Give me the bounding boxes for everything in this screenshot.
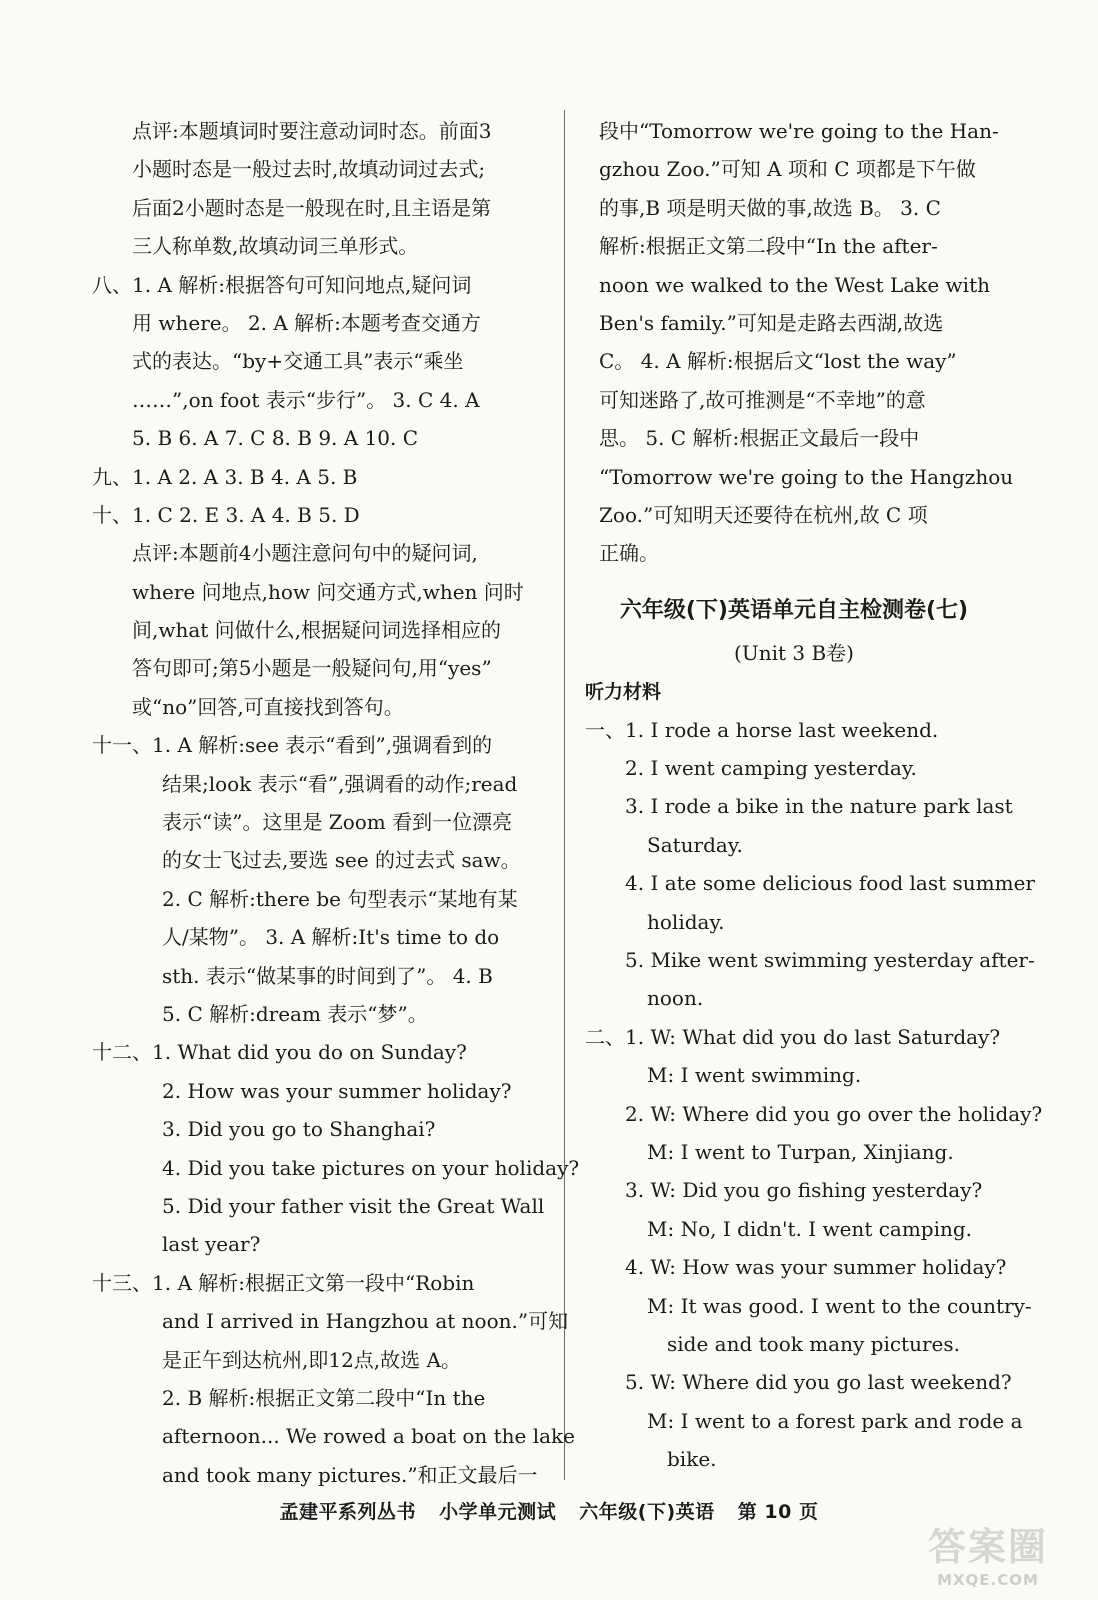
text-line: 间,what 问做什么,根据疑问词选择相应的: [132, 618, 502, 643]
listening-script: [585, 711, 1043, 1479]
text-line: Ben's family.”可知是走路去西湖,故选: [599, 310, 944, 335]
text-line: 八、1. A 解析:根据答句可知问地点,疑问词: [92, 272, 472, 297]
text-line: and took many pictures.”和正文最后一: [162, 1462, 538, 1487]
footer-grade: 六年级(下)英语: [579, 1501, 715, 1523]
text-line: M: I went to a forest park and rode a: [647, 1408, 1023, 1433]
text-line: 人/某物”。 3. A 解析:It's time to do: [162, 925, 500, 950]
text-line: 3. Did you go to Shanghai?: [162, 1117, 436, 1142]
text-line: 5. B 6. A 7. C 8. B 9. A 10. C: [132, 426, 419, 451]
text-line: 2. I went camping yesterday.: [625, 756, 917, 781]
text-line: 正确。: [599, 541, 659, 566]
text-line: 的女士飞过去,要选 see 的过去式 saw。: [162, 848, 521, 873]
text-line: 十一、1. A 解析:see 表示“看到”,强调看到的: [92, 733, 493, 758]
text-line: 是正午到达杭州,即12点,故选 A。: [162, 1347, 461, 1372]
watermark-url: MXQE.COM: [937, 1571, 1039, 1589]
text-line: 4. W: How was your summer holiday?: [625, 1255, 1007, 1280]
text-line: ……”,on foot 表示“步行”。 3. C 4. A: [132, 387, 480, 412]
text-line: 后面2小题时态是一般现在时,且主语是第: [132, 195, 492, 220]
text-line: 或“no”回答,可直接找到答句。: [132, 694, 404, 719]
text-line: noon we walked to the West Lake with: [599, 272, 990, 297]
section-title: 六年级(下)英语单元自主检测卷(七): [619, 597, 969, 623]
text-line: 二、1. W: What did you do last Saturday?: [585, 1024, 1001, 1049]
text-line: sth. 表示“做某事的时间到了”。 4. B: [162, 963, 493, 988]
text-line: 解析:根据正文第二段中“In the after-: [599, 234, 938, 259]
text-line: 段中“Tomorrow we're going to the Han-: [599, 119, 999, 143]
text-line: 三人称单数,故填动词三单形式。: [132, 234, 419, 259]
text-line: 4. Did you take pictures on your holiday?: [162, 1155, 580, 1180]
left-column: [92, 112, 580, 1494]
text-line: 4. I ate some delicious food last summer: [625, 871, 1035, 896]
section-subtitle: (Unit 3 B卷): [734, 640, 854, 665]
text-line: 十三、1. A 解析:根据正文第一段中“Robin: [92, 1270, 475, 1295]
footer-book: 小学单元测试: [439, 1501, 557, 1523]
text-line: Zoo.”可知明天还要待在杭州,故 C 项: [599, 502, 928, 527]
text-line: 可知迷路了,故可推测是“不幸地”的意: [599, 387, 926, 412]
column-divider: [564, 110, 565, 1480]
text-line: M: I went swimming.: [647, 1063, 862, 1088]
listening-label: 听力材料: [585, 680, 662, 703]
text-line: 十、1. C 2. E 3. A 4. B 5. D: [92, 502, 360, 527]
right-column: [585, 112, 1043, 1479]
text-line: side and took many pictures.: [667, 1331, 960, 1356]
watermark-glyphs: 答案圈: [927, 1525, 1048, 1569]
text-line: 思。 5. C 解析:根据正文最后一段中: [599, 426, 920, 451]
text-line: 一、1. I rode a horse last weekend.: [585, 717, 939, 742]
text-line: holiday.: [647, 909, 725, 934]
text-line: and I arrived in Hangzhou at noon.”可知: [162, 1309, 569, 1334]
text-line: 九、1. A 2. A 3. B 4. A 5. B: [92, 464, 358, 489]
right-answers: [585, 112, 1014, 573]
text-line: last year?: [162, 1232, 261, 1257]
footer-page-number: 第 10 页: [737, 1501, 819, 1523]
text-line: 的事,B 项是明天做的事,故选 B。 3. C: [599, 195, 941, 220]
text-line: 点评:本题填词时要注意动词时态。前面3: [132, 119, 492, 143]
text-line: 2. C 解析:there be 句型表示“某地有某: [162, 886, 518, 911]
text-line: 5. W: Where did you go last weekend?: [625, 1370, 1012, 1395]
text-line: 结果;look 表示“看”,强调看的动作;read: [162, 771, 518, 796]
text-line: noon.: [647, 986, 704, 1011]
text-line: 2. B 解析:根据正文第二段中“In the: [162, 1385, 486, 1410]
text-line: 点评:本题前4小题注意问句中的疑问词,: [132, 541, 478, 566]
text-line: 5. Mike went swimming yesterday after-: [625, 948, 1035, 973]
text-line: M: No, I didn't. I went camping.: [647, 1216, 973, 1241]
text-line: 5. Did your father visit the Great Wall: [162, 1193, 545, 1218]
text-line: afternoon... We rowed a boat on the lake: [162, 1424, 575, 1449]
text-line: 3. I rode a bike in the nature park last: [625, 794, 1013, 819]
watermark-logo: [890, 1516, 1086, 1589]
text-line: where 问地点,how 问交通方式,when 问时: [132, 579, 524, 604]
text-line: 十二、1. What did you do on Sunday?: [92, 1040, 467, 1065]
text-line: bike.: [667, 1447, 717, 1472]
text-line: “Tomorrow we're going to the Hangzhou: [599, 464, 1014, 489]
text-line: 2. How was your summer holiday?: [162, 1078, 512, 1103]
text-line: C。 4. A 解析:根据后文“lost the way”: [599, 349, 957, 374]
text-line: 5. C 解析:dream 表示“梦”。: [162, 1001, 428, 1026]
text-line: Saturday.: [647, 832, 743, 857]
text-line: M: It was good. I went to the country-: [647, 1293, 1032, 1318]
text-line: 3. W: Did you go fishing yesterday?: [625, 1178, 983, 1203]
text-line: 答句即可;第5小题是一般疑问句,用“yes”: [132, 656, 492, 681]
text-line: 式的表达。“by+交通工具”表示“乘坐: [132, 349, 464, 374]
text-line: 2. W: Where did you go over the holiday?: [625, 1101, 1043, 1126]
text-line: 用 where。 2. A 解析:本题考查交通方: [132, 310, 481, 335]
footer-series: 孟建平系列丛书: [279, 1501, 417, 1523]
text-line: M: I went to Turpan, Xinjiang.: [647, 1139, 954, 1164]
text-line: gzhou Zoo.”可知 A 项和 C 项都是下午做: [599, 157, 976, 182]
text-line: 表示“读”。这里是 Zoom 看到一位漂亮: [162, 810, 513, 835]
text-line: 小题时态是一般过去时,故填动词过去式;: [132, 157, 486, 182]
